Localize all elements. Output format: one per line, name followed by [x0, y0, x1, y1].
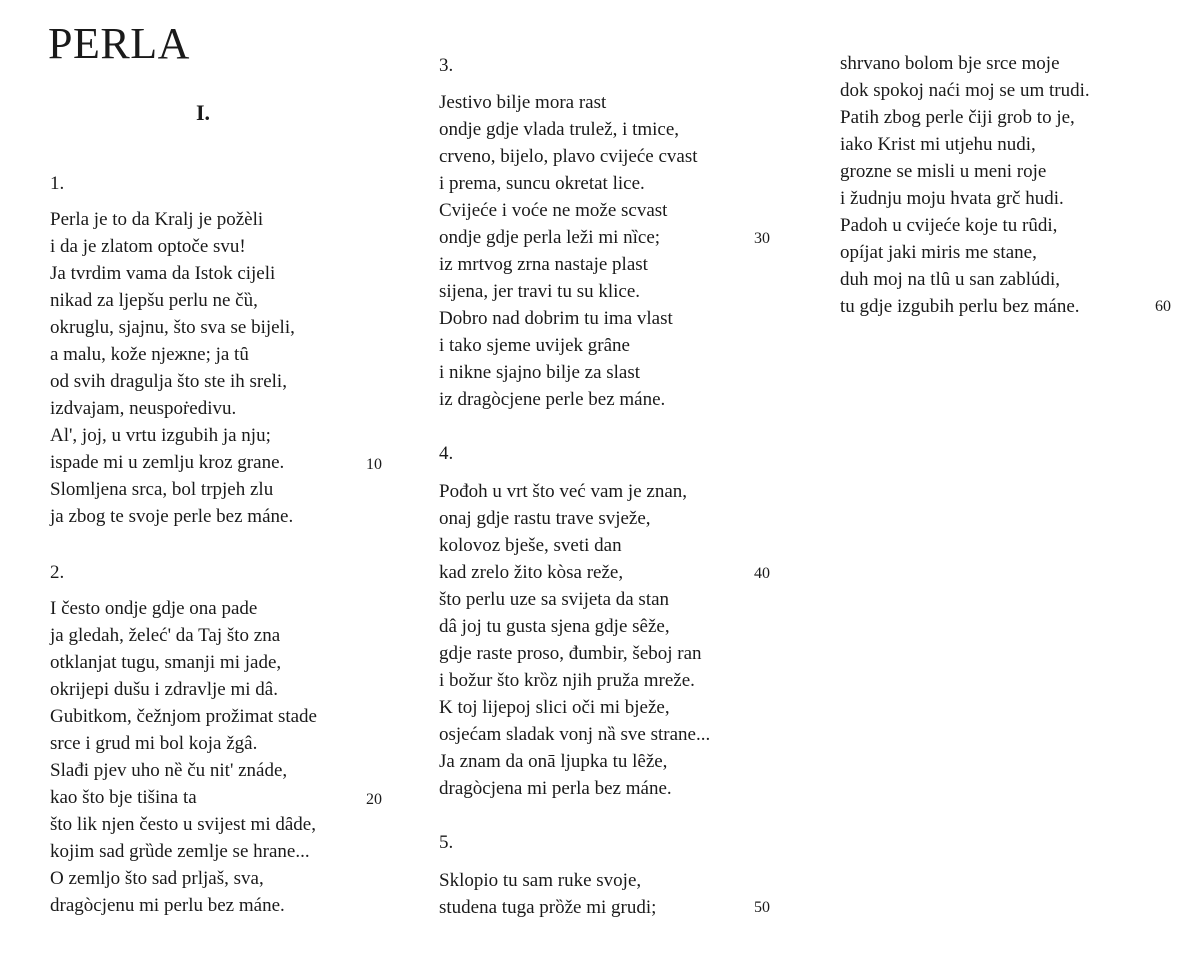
verse-line: K toj lijepoj slici oči mi bježe, [439, 697, 670, 718]
verse-line: nikad za ljepšu perlu ne čȕ, [50, 290, 258, 311]
verse-line: otklanjat tugu, smanji mi jade, [50, 652, 282, 673]
verse-line: što lik njen često u svijest mi dȃde, [50, 814, 316, 835]
verse-line: okruglu, sjajnu, što sva se bijeli, [50, 317, 295, 338]
verse-line: Gubitkom, čežnjom prožimat stade [50, 706, 317, 727]
verse-line: i nikne sjajno bilje za slast [439, 362, 641, 383]
verse-line: ja gledah, želeć' da Taj što zna [50, 625, 281, 646]
verse-line: osjećam sladak vonj nȁ sve strane... [439, 724, 711, 745]
verse-line: i da je zlatom optoče svu! [50, 236, 246, 257]
verse-line: duh moj na tlȗ u san zablúdi, [840, 269, 1061, 290]
line-number: 60 [1155, 298, 1171, 315]
verse-line: kolovoz bješe, sveti dan [439, 535, 622, 556]
verse-line: Jestivo bilje mora rast [439, 92, 607, 113]
verse-line: iz dragòcjene perle bez máne. [439, 389, 666, 410]
verse-line: grozne se misli u meni roje [840, 161, 1047, 182]
verse-line: ja zbog te svoje perle bez máne. [50, 506, 294, 527]
poem-title: PERLA [48, 19, 190, 68]
verse-line: kad zrelo žito kòsa reže, [439, 562, 624, 583]
verse-line: a malu, kože njежne; ja tȗ [50, 344, 249, 365]
verse-line: dâ joj tu gusta sjena gdje sêže, [439, 616, 670, 637]
verse-line: iako Krist mi utjehu nudi, [840, 134, 1036, 155]
verse-line: kojim sad grȕde zemlje se hrane... [50, 841, 310, 862]
verse-line: dok spokoj naći moj se um trudi. [840, 80, 1090, 101]
verse-line: i prema, suncu okretat lice. [439, 173, 645, 194]
verse-line: izdvajam, neuspoṙedivu. [50, 398, 237, 419]
verse-line: Sklopio tu sam ruke svoje, [439, 870, 642, 891]
verse-line: I često ondje gdje ona pade [50, 598, 258, 619]
verse-line: O zemljo što sad prljaš, sva, [50, 868, 264, 889]
verse-line: opíjat jaki miris me stane, [840, 242, 1037, 263]
stanza [50, 595, 317, 919]
line-number: 30 [754, 230, 770, 247]
verse-line: srce i grud mi bol koja žgâ. [50, 733, 258, 754]
stanza-number: 3. [439, 55, 454, 76]
verse-line: Ja tvrdim vama da Istok cijeli [50, 263, 276, 284]
line-number: 50 [754, 899, 770, 916]
verse-line: Al', joj, u vrtu izgubih ja nju; [50, 425, 271, 446]
stanza [50, 206, 295, 530]
stanza [439, 89, 698, 413]
stanza-number: 5. [439, 832, 454, 853]
stanza [840, 50, 1090, 320]
verse-line: dragòcjena mi perla bez máne. [439, 778, 672, 799]
stanza-number: 1. [50, 173, 65, 194]
verse-line: dragòcjenu mi perlu bez máne. [50, 895, 285, 916]
verse-line: ondje gdje vlada trulež, i tmice, [439, 119, 680, 140]
stanza-number: 2. [50, 562, 65, 583]
verse-line: okrijepi dušu i zdravlje mi dâ. [50, 679, 278, 700]
stanza [439, 478, 710, 802]
verse-line: Ja znam da onā ljupka tu lȇže, [439, 751, 668, 772]
part-heading: I. [196, 100, 211, 125]
verse-line: i žudnju moju hvata grč hudi. [840, 188, 1064, 209]
verse-line: iz mrtvog zrna nastaje plast [439, 254, 648, 275]
verse-line: sijena, jer travi tu su klice. [439, 281, 641, 302]
verse-line: onaj gdje rastu trave svježe, [439, 508, 651, 529]
verse-line: Patih zbog perle čiji grob to je, [840, 107, 1075, 128]
verse-line: shrvano bolom bje srce moje [840, 53, 1060, 74]
verse-line: Pođoh u vrt što već vam je znan, [439, 481, 688, 502]
verse-line: i tako sjeme uvijek grȃne [439, 335, 630, 356]
verse-line: tu gdje izgubih perlu bez máne. [840, 296, 1080, 317]
verse-line: Slomljena srca, bol trpjeh zlu [50, 479, 274, 500]
verse-line: gdje raste proso, đumbir, šeboj ran [439, 643, 702, 664]
line-number: 10 [366, 456, 382, 473]
stanza-number: 4. [439, 443, 454, 464]
verse-line: što perlu uze sa svijeta da stan [439, 589, 670, 610]
verse-line: Cvijeće i voće ne može scvast [439, 200, 668, 221]
verse-line: Slađi pjev uho nȅ ču nit' znáde, [50, 760, 288, 781]
verse-line: ispade mi u zemlju kroz grane. [50, 452, 285, 473]
verse-line: Perla je to da Kralj je požèli [50, 209, 264, 230]
verse-line: kao što bje tišina ta [50, 787, 197, 808]
line-number: 20 [366, 791, 382, 808]
verse-line: studena tuga prȍže mi grudi; [439, 897, 657, 918]
verse-line: crveno, bijelo, plavo cvijeće cvast [439, 146, 698, 167]
line-number: 40 [754, 565, 770, 582]
verse-line: od svih dragulja što ste ih sreli, [50, 371, 287, 392]
verse-line: Padoh u cvijeće koje tu rȗdi, [840, 215, 1058, 236]
verse-line: i božur što krȍz njih pruža mreže. [439, 670, 695, 691]
stanza [439, 867, 656, 921]
verse-line: ondje gdje perla leži mi nȉce; [439, 227, 661, 248]
verse-line: Dobro nad dobrim tu ima vlast [439, 308, 673, 329]
